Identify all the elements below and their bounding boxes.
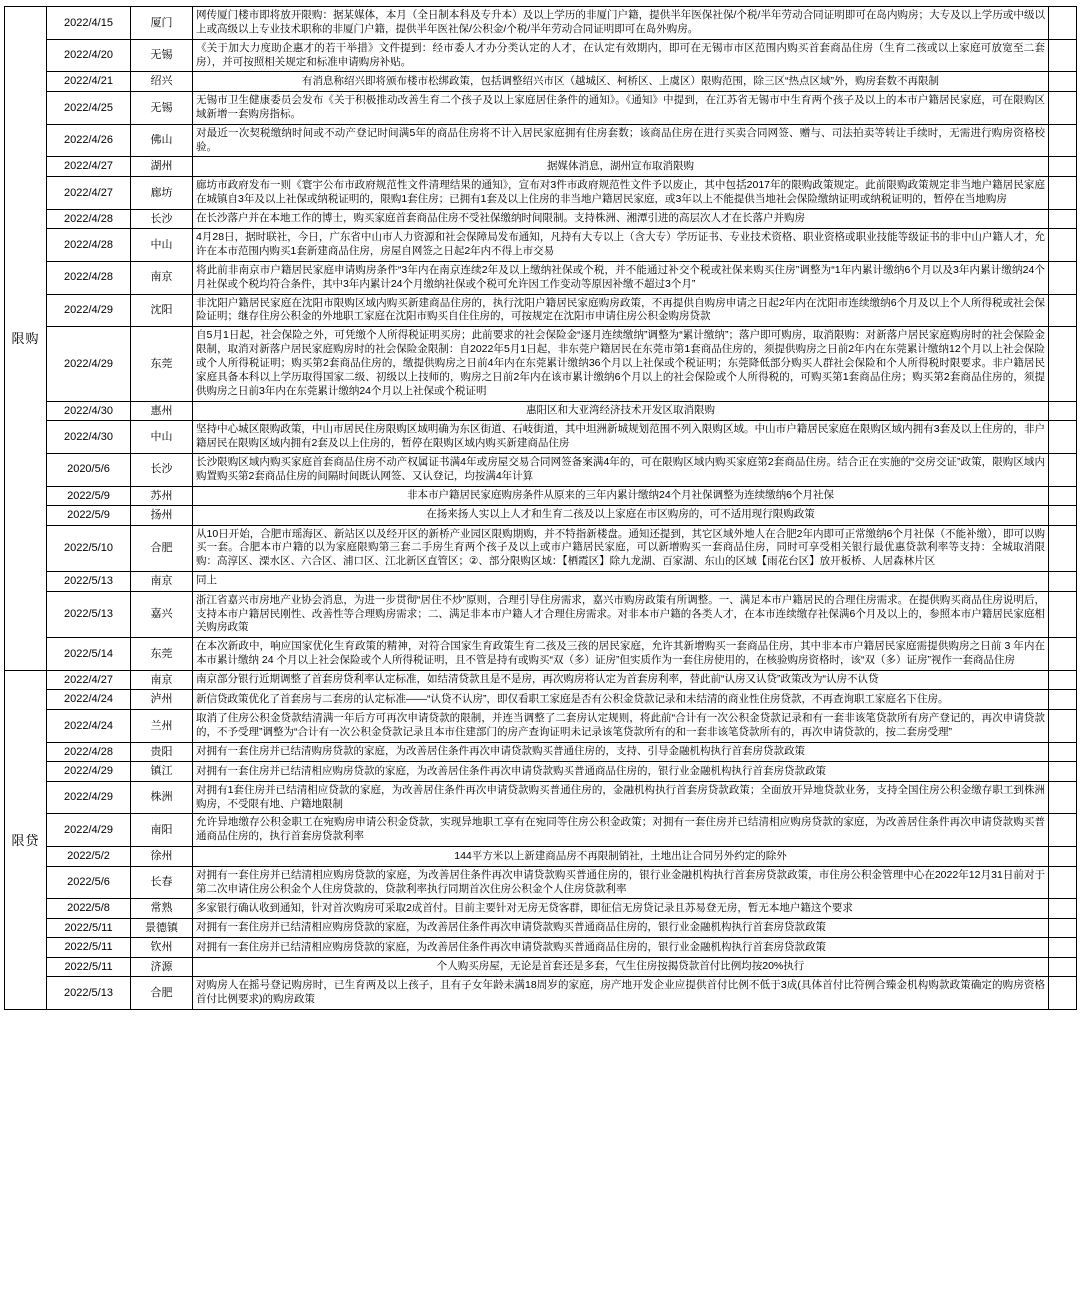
policy-text-cell: 允许异地缴存公积金职工在宛购房申请公积金贷款，实现异地职工享有在宛同等住房公积金政策；对拥有一套住房并已结清相应购房贷款的家庭，为改善居住条件再次申请贷款购买普通商品住房的，执行首套房贷款利率: [193, 814, 1049, 847]
spacer-cell: [1049, 591, 1077, 638]
policy-text-cell: 对拥有一套住房并已结清相应购房贷款的家庭，为改善居住条件再次申请贷款购买普通商品住房的，银行业金融机构执行首套房贷款政策: [193, 918, 1049, 938]
spacer-cell: [1049, 39, 1077, 72]
spacer-cell: [1049, 525, 1077, 572]
policy-text-cell: 个人购买房屋，无论是首套还是多套，气生住房按揭贷款首付比例均按20%执行: [193, 957, 1049, 977]
spacer-cell: [1049, 176, 1077, 209]
table-row: [5, 781, 1077, 814]
date-cell: 2022/4/30: [47, 421, 131, 454]
policy-text-cell: 廊坊市政府发布一则《寰宇公布市政府规范性文件清理结果的通知》，宣布对3件市政府规范性文件予以废止，其中包括2017年的限购政策规定。此前限购政策规定非当地户籍居民家庭在城镇自3年及以上社保或纳税证明的，限购1套住房；已拥有1套及以上住房的非当地户籍居民家庭，或3年以上不能提供当地社会保险缴纳证明或纳税证明的，暂停在当地购房: [193, 176, 1049, 209]
policy-text-cell: 4月28日，据时联社，今日，广东省中山市人力资源和社会保障局发布通知，凡持有大专以上（含大专）学历证书、专业技术资格、职业资格或职业技能等级证书的非中山户籍人才，允许在本市范围内购买1套新建商品住房，房屋自网签之日起2年内不得上市交易: [193, 229, 1049, 262]
table-row: [5, 742, 1077, 762]
date-cell: 2022/5/13: [47, 572, 131, 592]
city-cell: 沈阳: [131, 294, 193, 327]
policy-text-cell: 自5月1日起，社会保险之外，可凭缴个人所得税证明买房；此前要求的社会保险金“逐月连续缴纳”调整为“累计缴纳”；落户即可购房，取消限购：对新落户居民家庭购房时的社会保险金限制，取消对新落户居民家庭购房时的社会保险金限制：自2022年5月1日起，非东莞户籍居民在东莞市第1套商品住房的，须提供购房之日前2年内在东莞累计缴纳12个月以上社会保险或个人所得税证明；购买第2套商品住房的，缴提供购房之日前4年内在东莞累计缴纳36个月以上社保或个税证明；东莞降低部分购买人群社会保险和个人所得税时限要求。非户籍居民家庭具备本科以上学历取得国家二级、初级以上技师的，购房之日前2年内在该市累计缴纳6个月以上的社会保险或个人所得税的，可购买第1套商品住房；购买第2套商品住房的，须提供购房之日前3年内在东莞累计缴纳24个月以上社保或个税证明: [193, 327, 1049, 401]
city-cell: 扬州: [131, 506, 193, 526]
spacer-cell: [1049, 572, 1077, 592]
table-row: [5, 486, 1077, 506]
date-cell: 2022/5/11: [47, 918, 131, 938]
date-cell: 2022/5/13: [47, 977, 131, 1010]
spacer-cell: [1049, 638, 1077, 671]
city-cell: 镇江: [131, 762, 193, 782]
spacer-cell: [1049, 690, 1077, 710]
spacer-cell: [1049, 486, 1077, 506]
city-cell: 无锡: [131, 91, 193, 124]
city-cell: 苏州: [131, 486, 193, 506]
table-row: [5, 899, 1077, 919]
city-cell: 厦门: [131, 7, 193, 40]
table-row: [5, 401, 1077, 421]
table-row: [5, 124, 1077, 157]
table-row: [5, 294, 1077, 327]
table-row: [5, 176, 1077, 209]
city-cell: 济源: [131, 957, 193, 977]
city-cell: 长春: [131, 866, 193, 899]
policy-text-cell: 将此前非南京市户籍居民家庭申请购房条件“3年内在南京连续2年及以上缴纳社保或个税，并不能通过补交个税或社保来购买住房”调整为“1年内累计缴纳6个月以及3年内累计缴纳24个月社保或个税均符合条件，其中3年内累计24个月缴纳社保或个税可允许因工作变动等原因补缴不超过3个月”: [193, 261, 1049, 294]
category-cell: 限购: [5, 7, 47, 671]
date-cell: 2022/4/24: [47, 710, 131, 743]
date-cell: 2022/4/27: [47, 670, 131, 690]
spacer-cell: [1049, 453, 1077, 486]
date-cell: 2022/4/29: [47, 781, 131, 814]
city-cell: 廊坊: [131, 176, 193, 209]
date-cell: 2022/4/28: [47, 742, 131, 762]
date-cell: 2022/5/10: [47, 525, 131, 572]
city-cell: 南京: [131, 572, 193, 592]
policy-text-cell: 取消了住房公积金贷款结清满一年后方可再次申请贷款的限制，并连当调整了二套房认定规则，将此前“合计有一次公积金贷款记录和有一套非该笔贷款所有房产登记的，再次申请贷款的，不予受理”调整为“合计有一次公积金贷款记录且本市住建部门的房产查询证明未记录该笔贷款所有的和一套非该笔贷款所有的，再次申请贷款的，按二套房受理”: [193, 710, 1049, 743]
policy-text-cell: 在长沙落户并在本地工作的博士，购买家庭首套商品住房不受社保缴纳时间限制。支持株洲、湘潭引进的高层次人才在长落户并购房: [193, 209, 1049, 229]
table-row: [5, 525, 1077, 572]
table-row: [5, 957, 1077, 977]
spacer-cell: [1049, 957, 1077, 977]
date-cell: 2022/4/26: [47, 124, 131, 157]
table-row: [5, 690, 1077, 710]
policy-text-cell: 144平方米以上新建商品房不再限制销社，土地出让合同另外约定的除外: [193, 847, 1049, 867]
city-cell: 长沙: [131, 453, 193, 486]
policy-text-cell: 对购房人在摇号登记购房时，已生育两及以上孩子，且有子女年龄未满18周岁的家庭，房产地开发企业应提供首付比例不低于3成(具体首付比符例合臻金机构购款政策确定的购房资格首付比例要求)的购房政策: [193, 977, 1049, 1010]
city-cell: 无锡: [131, 39, 193, 72]
city-cell: 景德镇: [131, 918, 193, 938]
policy-text-cell: 同上: [193, 572, 1049, 592]
date-cell: 2022/5/8: [47, 899, 131, 919]
city-cell: 南京: [131, 261, 193, 294]
city-cell: 嘉兴: [131, 591, 193, 638]
policy-text-cell: 对拥有一套住房并已结清相应购房贷款的家庭，为改善居住条件再次申请贷款购买普通商品住房的，银行业金融机构执行首套房贷款政策: [193, 938, 1049, 958]
spacer-cell: [1049, 72, 1077, 92]
category-cell: 限贷: [5, 670, 47, 1009]
spacer-cell: [1049, 814, 1077, 847]
date-cell: 2022/4/30: [47, 401, 131, 421]
spacer-cell: [1049, 294, 1077, 327]
policy-text-cell: 坚持中心城区限购政策，中山市居民住房限购区域明确为东区街道、石岐街道，其中坦洲新城规划范围不列入限购区域。中山市户籍居民家庭在限购区域内拥有3套及以上住房的，非户籍居民在限购区域内拥有2套及以上住房的，暂停在限购区域内购买新建商品住房: [193, 421, 1049, 454]
city-cell: 徐州: [131, 847, 193, 867]
table-row: [5, 591, 1077, 638]
city-cell: 中山: [131, 421, 193, 454]
spacer-cell: [1049, 742, 1077, 762]
policy-text-cell: 在扬来扬人实以上人才和生育二孩及以上家庭在市区购房的，可不适用现行限购政策: [193, 506, 1049, 526]
table-row: [5, 847, 1077, 867]
date-cell: 2022/5/2: [47, 847, 131, 867]
city-cell: 南京: [131, 670, 193, 690]
table-row: [5, 638, 1077, 671]
spacer-cell: [1049, 124, 1077, 157]
policy-table-body: [5, 7, 1077, 1010]
city-cell: 合肥: [131, 525, 193, 572]
table-row: [5, 157, 1077, 177]
policy-table: [4, 6, 1077, 1010]
date-cell: 2022/4/29: [47, 762, 131, 782]
spacer-cell: [1049, 977, 1077, 1010]
spacer-cell: [1049, 847, 1077, 867]
policy-text-cell: 对最近一次契税缴纳时间或不动产登记时间满5年的商品住房将不计入居民家庭拥有住房套数；该商品住房在进行买卖合同网签、赠与、司法拍卖等转让手续时，无需进行购房资格校验。: [193, 124, 1049, 157]
spacer-cell: [1049, 7, 1077, 40]
table-row: [5, 72, 1077, 92]
city-cell: 惠州: [131, 401, 193, 421]
spacer-cell: [1049, 327, 1077, 401]
spacer-cell: [1049, 670, 1077, 690]
spacer-cell: [1049, 421, 1077, 454]
policy-text-cell: 《关于加大力度助企惠才的若干举措》文件提到：经市委人才办分类认定的人才，在认定有效期内，即可在无锡市市区范围内购买首套商品住房（生育二孩或以上家庭可放宽至二套房），并可按照相关规定和标准申请购房补贴。: [193, 39, 1049, 72]
table-row: [5, 866, 1077, 899]
city-cell: 中山: [131, 229, 193, 262]
policy-text-cell: 在本次新政中，响应国家优化生育政策的精神，对符合国家生育政策生育二孩及三孩的居民家庭，允许其新增购买一套商品住房，其中非本市户籍居民家庭需提供购房之日前 3 年内在本市累计缴纳 24 个月以上社会保险或个人所得税证明，且不管是持有或购买“双（多）证房”但实质作为一套住房使用的，在核验购房资格时，该“双（多）证房”视作一套商品住房: [193, 638, 1049, 671]
spacer-cell: [1049, 91, 1077, 124]
table-row: [5, 453, 1077, 486]
table-row: [5, 421, 1077, 454]
date-cell: 2022/4/28: [47, 261, 131, 294]
date-cell: 2022/5/9: [47, 486, 131, 506]
date-cell: 2022/4/27: [47, 176, 131, 209]
spacer-cell: [1049, 209, 1077, 229]
policy-text-cell: 对拥有1套住房并已结清相应贷款的家庭，为改善居住条件再次申请贷款购买普通住房的，金融机构执行首套房贷款政策；全面放开异地贷款业务，支持全国住房公积金缴存职工到株洲购房，不受限有地、户籍地限制: [193, 781, 1049, 814]
date-cell: 2022/4/24: [47, 690, 131, 710]
city-cell: 常熟: [131, 899, 193, 919]
table-row: [5, 506, 1077, 526]
table-row: [5, 91, 1077, 124]
spacer-cell: [1049, 229, 1077, 262]
policy-text-cell: 新信贷政策优化了首套房与二套房的认定标准——“认贷不认房”，即仅看职工家庭是否有公积金贷款记录和未结清的商业性住房贷款，不再查询职工家庭名下住房。: [193, 690, 1049, 710]
date-cell: 2022/4/25: [47, 91, 131, 124]
date-cell: 2022/4/21: [47, 72, 131, 92]
policy-text-cell: 浙江省嘉兴市房地产业协会消息，为进一步贯彻“居住不炒”原则，合理引导住房需求，嘉兴市购房政策有所调整。一、满足本市户籍居民的合理住房需求。在提供购买商品住房说明后，支持本市户籍居民刚性、改善性等合理购房需求；二、满足非本市户籍人才合理住房需求。对非本市户籍的各类人才，在本市连续缴存社保满6个月及以上的，参照本市户籍居民家庭相关购房政策: [193, 591, 1049, 638]
city-cell: 贵阳: [131, 742, 193, 762]
table-row: [5, 710, 1077, 743]
policy-text-cell: 据媒体消息，湖州宣布取消限购: [193, 157, 1049, 177]
city-cell: 南阳: [131, 814, 193, 847]
policy-text-cell: 有消息称绍兴即将颁布楼市松绑政策，包括调整绍兴市区（越城区、柯桥区、上虞区）限购范围，除三区“热点区域”外，购房套数不再限制: [193, 72, 1049, 92]
city-cell: 湖州: [131, 157, 193, 177]
city-cell: 绍兴: [131, 72, 193, 92]
table-row: [5, 39, 1077, 72]
city-cell: 东莞: [131, 638, 193, 671]
city-cell: 钦州: [131, 938, 193, 958]
date-cell: 2022/4/15: [47, 7, 131, 40]
policy-text-cell: 对拥有一套住房并已结清相应购房贷款的家庭，为改善居住条件再次申请贷款购买普通商品住房的，银行业金融机构执行首套房贷款政策: [193, 762, 1049, 782]
policy-text-cell: 对拥有一套住房并已结清相应购房贷款的家庭，为改善居住条件再次申请贷款购买普通住房的，银行业金融机构执行首套房贷款政策，市住房公积金管理中心在2022年12月31日前对于第二次申请住房公积金个人住房贷款的，贷款利率执行同期首次住房公积金个人住房贷款利率: [193, 866, 1049, 899]
spacer-cell: [1049, 710, 1077, 743]
policy-text-cell: 长沙限购区域内购买家庭首套商品住房不动产权属证书满4年或房屋交易合同网签备案满4年的，可在限购区域内购买家庭第2套商品住房。结合正在实施的“交房交证”政策，限购区域内购置购买第2套商品住房的间隔时间既认网签、又认登记，均按满4年计算: [193, 453, 1049, 486]
policy-text-cell: 非本市户籍居民家庭购房条件从原来的三年内累计缴纳24个月社保调整为连续缴纳6个月社保: [193, 486, 1049, 506]
spacer-cell: [1049, 157, 1077, 177]
policy-text-cell: 多家银行确认收到通知，针对首次购房可采取2成首付。目前主要针对无房无贷客群，即征信无房贷记录且苏易登无房，暂无本地户籍这个要求: [193, 899, 1049, 919]
table-row: [5, 261, 1077, 294]
spacer-cell: [1049, 506, 1077, 526]
spacer-cell: [1049, 918, 1077, 938]
table-row: [5, 762, 1077, 782]
policy-text-cell: 非沈阳户籍居民家庭在沈阳市限购区域内购买新建商品住房的，执行沈阳户籍居民家庭购房政策，不再提供自购房申请之日起2年内在沈阳市连续缴纳6个月及以上个人所得税或社会保险证明；继存住房公积金的外地职工家庭在沈阳市购买自住住房的，可按规定在沈阳市申请住房公积金购房贷款: [193, 294, 1049, 327]
spacer-cell: [1049, 781, 1077, 814]
date-cell: 2022/5/9: [47, 506, 131, 526]
policy-text-cell: 网传厦门楼市即将放开限购：据某媒体，本月（全日制本科及专升本）及以上学历的非厦门户籍，提供半年医保社保/个税/半年劳动合同证明即可在岛内购房；大专及以上学历或中级以上或高级以上专业技术职称的非厦门户籍，提供半年医社保/公积金/个税/半年劳动合同证明即可在岛外购房。: [193, 7, 1049, 40]
date-cell: 2022/5/13: [47, 591, 131, 638]
city-cell: 株洲: [131, 781, 193, 814]
spacer-cell: [1049, 401, 1077, 421]
table-row: [5, 814, 1077, 847]
spacer-cell: [1049, 938, 1077, 958]
city-cell: 长沙: [131, 209, 193, 229]
date-cell: 2022/4/28: [47, 209, 131, 229]
spacer-cell: [1049, 899, 1077, 919]
date-cell: 2022/5/14: [47, 638, 131, 671]
date-cell: 2022/5/6: [47, 866, 131, 899]
city-cell: 佛山: [131, 124, 193, 157]
city-cell: 东莞: [131, 327, 193, 401]
date-cell: 2022/4/29: [47, 294, 131, 327]
table-row: [5, 572, 1077, 592]
city-cell: 兰州: [131, 710, 193, 743]
date-cell: 2022/4/20: [47, 39, 131, 72]
table-row: [5, 918, 1077, 938]
policy-text-cell: 无锡市卫生健康委员会发布《关于积极推动改善生育二个孩子及以上家庭居住条件的通知》。《通知》中提到，在江苏省无锡市中生育两个孩子及以上的本市户籍居民家庭，可在限购区域新增一套购房指标。: [193, 91, 1049, 124]
city-cell: 合肥: [131, 977, 193, 1010]
date-cell: 2022/4/27: [47, 157, 131, 177]
table-row: [5, 209, 1077, 229]
table-row: [5, 327, 1077, 401]
spacer-cell: [1049, 261, 1077, 294]
table-row: [5, 7, 1077, 40]
table-row: [5, 229, 1077, 262]
date-cell: 2022/4/29: [47, 814, 131, 847]
date-cell: 2022/4/28: [47, 229, 131, 262]
date-cell: 2022/5/11: [47, 938, 131, 958]
spacer-cell: [1049, 762, 1077, 782]
table-row: [5, 938, 1077, 958]
policy-text-cell: 惠阳区和大亚湾经济技术开发区取消限购: [193, 401, 1049, 421]
policy-text-cell: 南京部分银行近期调整了首套房贷利率认定标准，如结清贷款且是不是房，再次购房将认定为首套房利率，替此前“认房又认贷”政策改为“认房不认贷: [193, 670, 1049, 690]
date-cell: 2022/4/29: [47, 327, 131, 401]
table-row: [5, 977, 1077, 1010]
policy-text-cell: 从10日开始，合肥市瑶海区、新站区以及经开区的新桥产业园区限购期购，并不特指新楼盘。通知还提到，其它区域外地人在合肥2年内即可正常缴纳6个月社保（不能补缴），即可以购买一套。合肥本市户籍的以为家庭限购第三套二手房生育两个孩子及以上或市户籍居民家庭，可以新增购买一套商品住房，同时可享受相关银行最优惠贷款利率等支持：全城取消限购：高淳区、溧水区、六合区、浦口区、江北新区直管区；②、部分限购区域：【栖霞区】除九龙湖、百家湖、东山的区域【雨花台区】放开板桥、人居森林片区: [193, 525, 1049, 572]
spacer-cell: [1049, 866, 1077, 899]
policy-text-cell: 对拥有一套住房并已结清购房贷款的家庭，为改善居住条件再次申请贷款购买普通住房的，支持、引导金融机构执行首套房贷款政策: [193, 742, 1049, 762]
date-cell: 2022/5/11: [47, 957, 131, 977]
date-cell: 2020/5/6: [47, 453, 131, 486]
city-cell: 泸州: [131, 690, 193, 710]
table-row: [5, 670, 1077, 690]
